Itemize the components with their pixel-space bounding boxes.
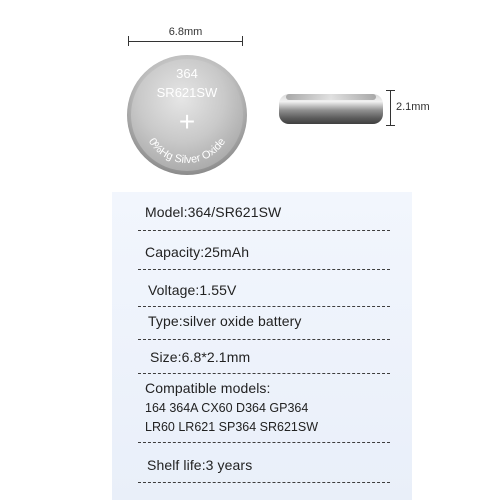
- spec-panel: [112, 192, 412, 500]
- height-dimension: [386, 90, 446, 126]
- spec-row-compatible: [138, 380, 390, 443]
- front-code-text: SR621SW: [156, 85, 218, 100]
- spec-capacity: Capacity:25mAh: [145, 244, 250, 260]
- spec-shelf-life: Shelf life:3 years: [147, 457, 253, 473]
- diameter-dimension: [128, 26, 243, 46]
- spec-row-size: [138, 349, 390, 374]
- front-model-text: 364: [176, 66, 198, 81]
- diameter-line: [128, 41, 243, 42]
- spec-model: Model:364/SR621SW: [145, 204, 282, 220]
- battery-side-view: [278, 88, 384, 128]
- spec-row-capacity: [138, 244, 390, 270]
- spec-type: Type:silver oxide battery: [148, 313, 302, 329]
- spec-compatible-line2: LR60 LR621 SP364 SR621SW: [145, 420, 319, 434]
- spec-row-voltage: [138, 282, 390, 307]
- spec-compatible-heading: Compatible models:: [145, 380, 271, 396]
- spec-row-model: [138, 204, 390, 231]
- battery-front-view: [126, 54, 248, 176]
- diameter-label: 6.8mm: [168, 26, 203, 38]
- spec-row-shelf-life: [138, 457, 390, 483]
- spec-size: Size:6.8*2.1mm: [150, 349, 251, 365]
- spec-voltage: Voltage:1.55V: [148, 282, 237, 298]
- ring-text: 0%Hg Silver Oxide: [145, 136, 229, 167]
- spec-row-type: [138, 313, 390, 340]
- height-label: 2.1mm: [396, 101, 430, 113]
- plus-symbol: +: [178, 106, 196, 137]
- spec-compatible-line1: 164 364A CX60 D364 GP364: [145, 401, 309, 415]
